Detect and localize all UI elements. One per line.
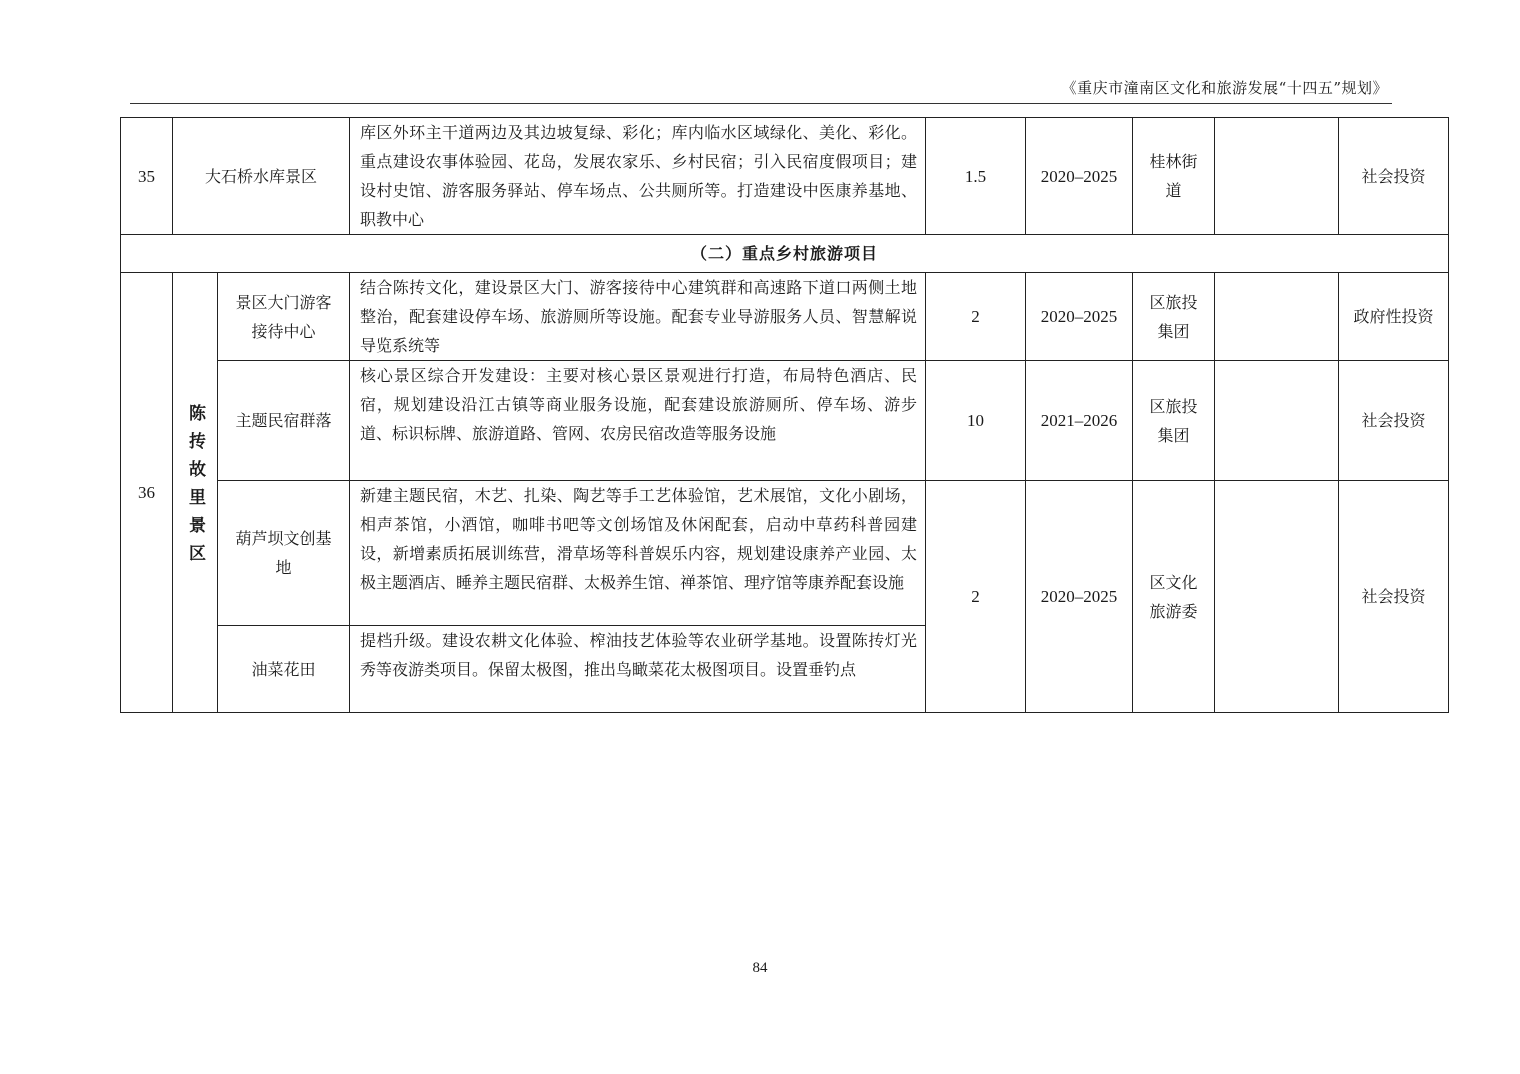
responsible-unit: 区旅投集团 [1133, 361, 1215, 481]
construction-period: 2021–2026 [1026, 361, 1133, 481]
funding-source: 社会投资 [1339, 361, 1449, 481]
remark-cell [1215, 273, 1339, 361]
responsible-unit: 区文化旅游委 [1133, 481, 1215, 713]
row-number: 36 [121, 273, 173, 713]
investment-amount: 2 [926, 481, 1026, 713]
sub-project-name: 景区大门游客接待中心 [218, 273, 350, 361]
scenic-area-label: 陈抟故里景区 [185, 404, 205, 572]
project-content: 核心景区综合开发建设：主要对核心景区景观进行打造，布局特色酒店、民宿，规划建设沿江古镇等商业服务设施，配套建设旅游厕所、停车场、游步道、标识标牌、旅游道路、管网、农房民宿改造等服务设施 [350, 361, 926, 481]
funding-source: 社会投资 [1339, 118, 1449, 235]
remark-cell [1215, 118, 1339, 235]
remark-cell [1215, 481, 1339, 713]
responsible-unit: 桂林街道 [1133, 118, 1215, 235]
row-number: 35 [121, 118, 173, 235]
funding-source: 社会投资 [1339, 481, 1449, 713]
investment-amount: 1.5 [926, 118, 1026, 235]
remark-cell [1215, 361, 1339, 481]
project-content: 新建主题民宿，木艺、扎染、陶艺等手工艺体验馆，艺术展馆，文化小剧场，相声茶馆，小酒馆，咖啡书吧等文创场馆及休闲配套，启动中草药科普园建设，新增素质拓展训练营，滑草场等科普娱乐内容，规划建设康养产业园、太极主题酒店、睡养主题民宿群、太极养生馆、禅茶馆、理疗馆等康养配套设施 [350, 481, 926, 626]
funding-source: 政府性投资 [1339, 273, 1449, 361]
investment-amount: 10 [926, 361, 1026, 481]
construction-period: 2020–2025 [1026, 481, 1133, 713]
sub-project-name: 主题民宿群落 [218, 361, 350, 481]
section-title: （二）重点乡村旅游项目 [121, 235, 1449, 273]
page-number: 84 [752, 960, 768, 976]
section-row [121, 235, 1449, 273]
project-content: 提档升级。建设农耕文化体验、榨油技艺体验等农业研学基地。设置陈抟灯光秀等夜游类项目。保留太极图，推出鸟瞰菜花太极图项目。设置垂钓点 [350, 626, 926, 713]
sub-project-name: 葫芦坝文创基地 [218, 481, 350, 626]
header-rule [130, 103, 1392, 104]
construction-period: 2020–2025 [1026, 273, 1133, 361]
scenic-area-name [173, 273, 218, 713]
sub-project-name: 油菜花田 [218, 626, 350, 713]
project-content: 结合陈抟文化，建设景区大门、游客接待中心建筑群和高速路下道口两侧土地整治，配套建设停车场、旅游厕所等设施。配套专业导游服务人员、智慧解说导览系统等 [350, 273, 926, 361]
running-header: 《重庆市潼南区文化和旅游发展“十四五”规划》 [1061, 79, 1388, 97]
project-content: 库区外环主干道两边及其边坡复绿、彩化；库内临水区域绿化、美化、彩化。重点建设农事体验园、花岛，发展农家乐、乡村民宿；引入民宿度假项目；建设村史馆、游客服务驿站、停车场点、公共厕所等。打造建设中医康养基地、职教中心 [350, 118, 926, 235]
construction-period: 2020–2025 [1026, 118, 1133, 235]
table-row [121, 481, 1449, 626]
table-row [121, 118, 1449, 235]
project-table [120, 117, 1449, 713]
responsible-unit: 区旅投集团 [1133, 273, 1215, 361]
table-row [121, 361, 1449, 481]
project-name: 大石桥水库景区 [173, 118, 350, 235]
investment-amount: 2 [926, 273, 1026, 361]
table-row [121, 273, 1449, 361]
